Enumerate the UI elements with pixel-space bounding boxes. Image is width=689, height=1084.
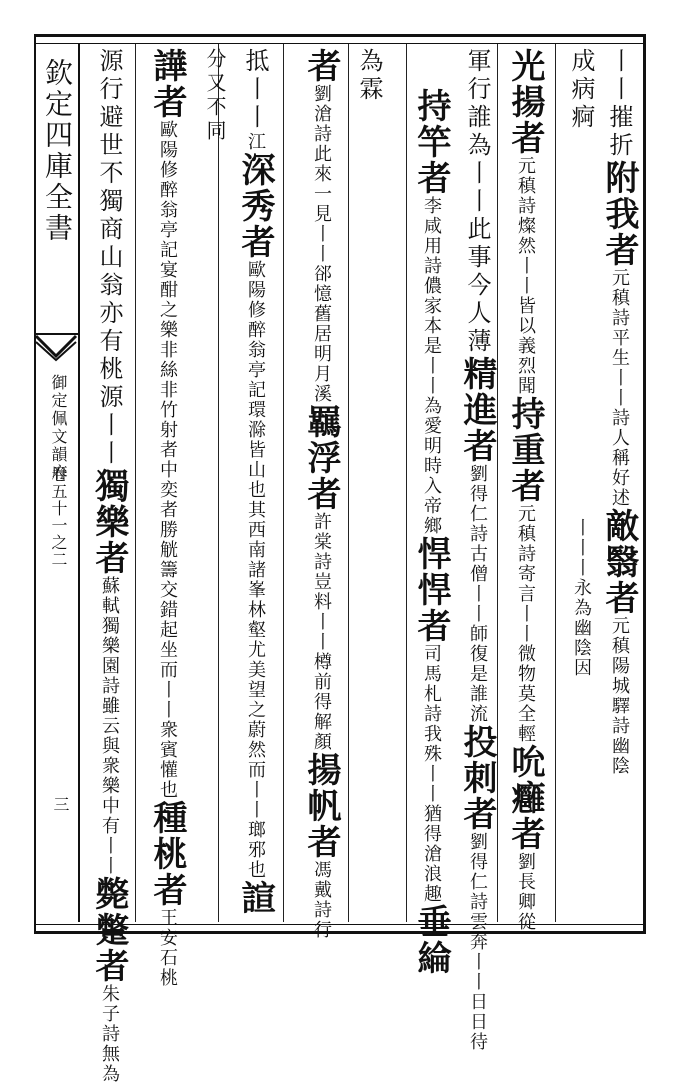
frame-inner-top-rule (36, 43, 643, 44)
entry-heading: 精進者 (457, 356, 497, 464)
entry-annotation: 元稹詩平生丨丨詩人稱好述 (609, 268, 630, 508)
entry-heading: 悍悍者 (411, 536, 451, 644)
entry-annotation: 馮戴詩行 (311, 860, 332, 940)
entry-heading: 附我者 (599, 160, 639, 268)
text-column-6 (354, 48, 394, 920)
entry-heading: 譁者 (147, 48, 187, 120)
entry-annotation: 元稹詩寄言丨丨微物莫全輕 (515, 504, 536, 744)
entry-heading: 諠 (235, 880, 275, 916)
column-text: 抵丨丨 (241, 48, 269, 132)
entry-annotation: 元稹陽城驛詩幽陰 (609, 616, 630, 776)
column-text: 丨丨摧折 (605, 48, 633, 160)
entry-annotation: 丨丨丨永為幽陰因 (571, 518, 592, 678)
entry-annotation: 劉長卿從 (515, 852, 536, 932)
text-column-7 (296, 48, 346, 940)
entry-heading: 敵翳者 (599, 508, 639, 616)
entry-annotation: 李咸用詩儂家本是丨丨為愛明時入帝鄉 (421, 196, 442, 536)
margin-title: 欽定四庫全書 (41, 58, 74, 244)
entry-heading: 種桃者 (147, 800, 187, 908)
entry-heading: 者 (301, 48, 341, 84)
text-column-4 (452, 48, 502, 1052)
text-column-2 (556, 48, 606, 920)
entry-annotation: 劉得仁詩雲奔丨丨日日待 (467, 832, 488, 1052)
entry-annotation: 江 (245, 132, 266, 152)
margin-column (34, 44, 80, 922)
text-column-10 (142, 48, 192, 988)
margin-volume: 卷五十一之二 (49, 466, 68, 568)
column-text: 源行避世不獨商山翁亦有桃源丨丨 (95, 48, 123, 468)
entry-heading: 羈浮者 (301, 404, 341, 512)
entry-annotation: 王安石桃 (157, 908, 178, 988)
entry-annotation: 元稹詩燦然丨丨皆以義烈聞 (515, 156, 536, 396)
entry-annotation: 劉滄詩此來一見丨丨郤憶舊居明月溪 (311, 84, 332, 404)
entry-heading: 持竿者 (411, 88, 451, 196)
margin-subtitle: 御定佩文韻府 (49, 374, 68, 482)
text-column-9 (200, 48, 230, 920)
entry-annotation: 蘇軾獨樂園詩雖云與衆樂中有丨丨 (99, 576, 120, 876)
column-text: 成病痾 (567, 48, 595, 132)
text-column-5 (406, 48, 456, 976)
entry-annotation: 朱子詩無為 (99, 984, 120, 1084)
entry-heading: 深秀者 (235, 152, 275, 260)
entry-annotation: 劉得仁詩古僧丨丨師復是誰流 (467, 464, 488, 724)
fishtail-mark-icon (34, 332, 78, 362)
entry-heading: 光揚者 (505, 48, 545, 156)
entry-heading: 吮癰者 (505, 744, 545, 852)
text-column-8 (230, 48, 280, 920)
entry-annotation: 許棠詩豈料丨丨樽前得解顏 (311, 512, 332, 752)
entry-heading: 持重者 (505, 396, 545, 504)
entry-heading: 獨樂者 (89, 468, 129, 576)
column-rule (135, 44, 136, 922)
column-rule (348, 44, 349, 922)
column-text: 為霖 (355, 48, 383, 104)
entry-annotation: 歐陽修醉翁亭記環滁皆山也其西南諸峯林壑尤美望之蔚然而丨丨瑯邪也 (245, 260, 266, 880)
entry-heading: 投刺者 (457, 724, 497, 832)
column-rule (283, 44, 284, 922)
entry-heading: 斃蹩者 (89, 876, 129, 984)
entry-annotation: 司馬札詩我殊丨丨猶得滄浪趣 (421, 644, 442, 904)
column-text: 分又不同 (203, 48, 227, 144)
entry-heading: 揚帆者 (301, 752, 341, 860)
column-text: 軍行誰為丨丨此事今人薄 (463, 48, 491, 356)
text-column-3 (500, 48, 550, 932)
entry-heading: 垂綸 (411, 904, 451, 976)
text-column-11 (84, 48, 134, 1084)
margin-page-number: 三 (51, 796, 70, 812)
entry-annotation: 歐陽修醉翁亭記宴酣之樂非絲非竹射者中奕者勝觥籌交錯起坐而丨丨衆賓懽也 (157, 120, 178, 800)
